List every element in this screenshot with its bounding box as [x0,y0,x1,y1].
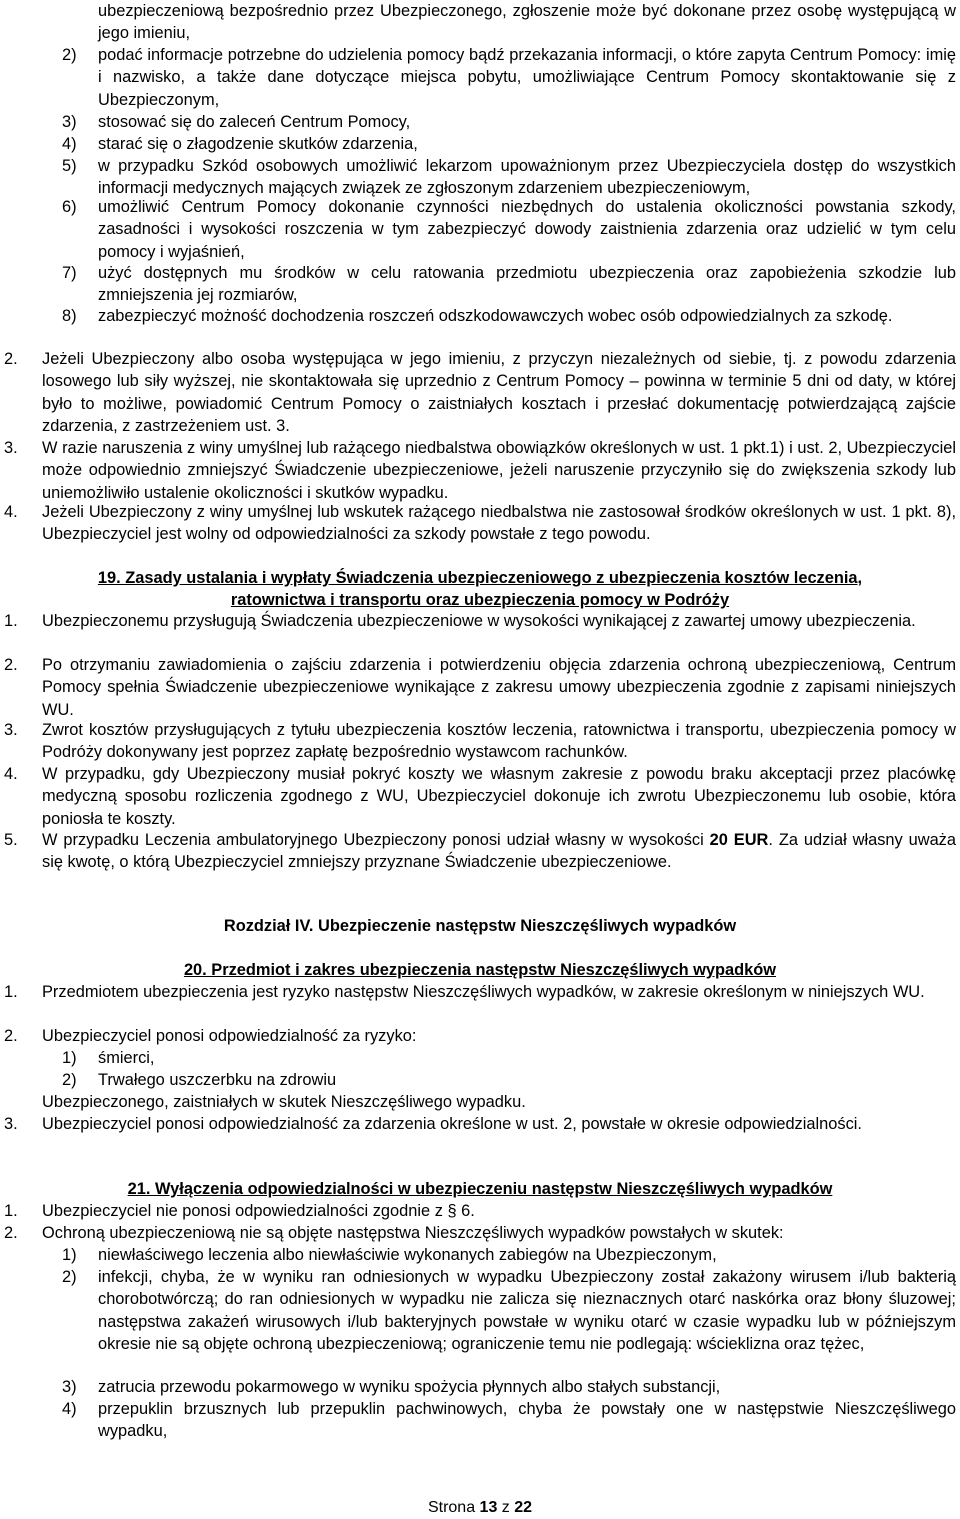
numbered-item [4,348,956,438]
list-item [62,133,956,155]
numbered-item [4,610,956,632]
item-text: Ubezpieczonemu przysługują Świadczenia ubezpieczeniowe w wysokości wynikającej z zawartej umowy ubezpieczenia. [42,612,916,630]
item-text: Ubezpieczyciel nie ponosi odpowiedzialności zgodnie z § 6. [42,1202,475,1220]
list-number: 7) [62,264,77,282]
item-number: 5. [4,831,18,849]
item-text-part: W przypadku Leczenia ambulatoryjnego Ubezpieczony ponosi udział własny w wysokości [42,831,710,849]
section-title: 20. Przedmiot i zakres ubezpieczenia następstw Nieszczęśliwych wypadków [183,961,777,979]
item-number: 2. [4,1027,18,1045]
list-number: 6) [62,198,77,216]
list-text: śmierci, [98,1049,155,1067]
numbered-item [4,1200,956,1222]
list-item [62,1047,956,1069]
list-item [62,305,956,327]
item-number: 4. [4,503,18,521]
list-text: zabezpieczyć możność dochodzenia roszczeń odszkodowawczych wobec osób odpowiedzialnych za szkodę. [98,307,893,325]
numbered-item [4,981,956,1003]
item-tail [42,1091,956,1113]
list-item [62,1266,956,1356]
list-text: podać informacje potrzebne do udzielenia pomocy bądź przekazania informacji, o które zapyta Centrum Pomocy: imię i nazwisko, a także dane dotyczące miejsca pobytu, umożliwiające Centrum Pomocy skontaktowanie się z Ubezpieczonym, [98,46,956,109]
list-number: 2) [62,46,77,64]
list-item [62,196,956,263]
chapter-heading [0,915,960,937]
section-title-line2: ratownictwa i transportu oraz ubezpieczenia pomocy w Podróży [230,591,730,610]
item-text: Jeżeli Ubezpieczony z winy umyślnej lub wskutek rażącego niedbalstwa nie zastosował środków określonych w ust. 1 pkt. 8), Ubezpieczyciel jest wolny od odpowiedzialności za szkody powstałe z tego powodu. [42,503,956,544]
numbered-item [4,1113,956,1135]
list-item [62,111,956,133]
list-text: przepuklin brzusznych lub przepuklin pachwinowych, chyba że powstały one w następstwie Nieszczęśliwego wypadku, [98,1400,956,1441]
item-text-part: . Za udział własny uważa się kwotę, o którą Ubezpieczyciel zmniejszy przyznane Świadczenie ubezpieczeniowe. [42,831,956,872]
item-text: Przedmiotem ubezpieczenia jest ryzyko następstw Nieszczęśliwych wypadków, w zakresie określonym w niniejszych WU. [42,983,925,1001]
numbered-item [4,437,956,504]
section-title-line1: 19. Zasady ustalania i wypłaty Świadczenia ubezpieczeniowego z ubezpieczenia kosztów leczenia, [97,569,863,587]
list-text: w przypadku Szkód osobowych umożliwić lekarzom upoważnionym przez Ubezpieczyciela dostęp do wszystkich informacji medycznych mających związek ze zgłoszonym zdarzeniem ubezpieczeniowym, [98,157,956,198]
list-text: użyć dostępnych mu środków w celu ratowania przedmiotu ubezpieczenia oraz zapobieżenia szkodzie lub zmniejszenia jej rozmiarów, [98,264,956,305]
section-20-heading [0,959,960,981]
item-text: Po otrzymaniu zawiadomienia o zajściu zdarzenia i potwierdzeniu objęcia zdarzenia ochroną ubezpieczeniową, Centrum Pomocy spełnia Świadczenie ubezpieczeniowe wynikające z zakresu umowy ubezpieczenia zgodnie z zapisami niniejszych WU. [42,656,956,719]
list-item [62,1398,956,1443]
list-number: 2) [62,1268,77,1286]
item-text: Ochroną ubezpieczeniową nie są objęte następstwa Nieszczęśliwych wypadków powstałych w skutek: [42,1224,784,1242]
item-number: 3. [4,721,18,739]
item-text: Jeżeli Ubezpieczony albo osoba występująca w jego imieniu, z przyczyn niezależnych od siebie, tj. z powodu zdarzenia losowego lub siły wyższej, nie skontaktowała się uprzednio z Centrum Pomocy – powinna w terminie 5 dni od daty, w której było to możliwe, powiadomić Centrum Pomocy o zaistniałych kosztach i przesłać dokumentację potwierdzającą zajście zdarzenia, z zastrzeżeniem ust. 3. [42,350,956,436]
list-text: niewłaściwego leczenia albo niewłaściwie wykonanych zabiegów na Ubezpieczonym, [98,1246,717,1264]
page-footer [0,1497,960,1519]
page-total: 22 [514,1499,533,1516]
footer-separator: z [497,1499,515,1516]
item-text: Ubezpieczyciel ponosi odpowiedzialność za zdarzenia określone w ust. 2, powstałe w okresie odpowiedzialności. [42,1115,862,1133]
list-item [62,262,956,307]
list-number: 8) [62,307,77,325]
list-number: 4) [62,1400,77,1418]
list-item [62,1069,956,1091]
list-number: 2) [62,1071,77,1089]
paragraph-text: ubezpieczeniową bezpośrednio przez Ubezpieczonego, zgłoszenie może być dokonane przez osobę występującą w jego imieniu, [98,2,956,43]
item-number: 3. [4,439,18,457]
item-number: 2. [4,350,18,368]
list-item [62,155,956,200]
list-number: 3) [62,113,77,131]
item-text: Zwrot kosztów przysługujących z tytułu ubezpieczenia kosztów leczenia, ratownictwa i transportu, ubezpieczenia pomocy w Podróży dokonywany jest poprzez zapłatę bezpośrednio wystawcom rachunków. [42,721,956,762]
page-number: 13 [479,1499,498,1516]
numbered-item [4,829,956,874]
numbered-item [4,501,956,546]
item-text: W razie naruszenia z winy umyślnej lub rażącego niedbalstwa obowiązków określonych w ust. 1 pkt.1) i ust. 2, Ubezpieczyciel może odpowiednio zmniejszyć Świadczenie ubezpieczeniowe, jeżeli naruszenie przyczyniło się do zwiększenia szkody lub uniemożliwiło ustalenie okoliczności i skutków wypadku. [42,439,956,502]
list-text: starać się o złagodzenie skutków zdarzenia, [98,135,418,153]
item-number: 4. [4,765,18,783]
item-number: 2. [4,1224,18,1242]
list-text: stosować się do zaleceń Centrum Pomocy, [98,113,411,131]
list-number: 5) [62,157,77,175]
item-text: W przypadku, gdy Ubezpieczony musiał pokryć koszty we własnym zakresie z powodu braku akceptacji przez placówkę medyczną sposobu rozliczenia zgodnego z WU, Ubezpieczyciel dokonuje ich zwrotu Ubezpieczonemu lub osobie, która poniosła te koszty. [42,765,956,828]
numbered-item [4,654,956,721]
section-21-heading [0,1178,960,1200]
numbered-item [4,763,956,830]
numbered-item [4,1025,956,1047]
footer-prefix: Strona [427,1499,480,1516]
amount-value: 20 EUR [709,831,769,849]
list-number: 1) [62,1049,77,1067]
chapter-title: Rozdział IV. Ubezpieczenie następstw Nieszczęśliwych wypadków [223,917,737,935]
numbered-item [4,1222,956,1244]
list-number: 1) [62,1246,77,1264]
list-item [62,44,956,111]
item-text [42,829,956,874]
item-text: Ubezpieczyciel ponosi odpowiedzialność za ryzyko: [42,1027,417,1045]
list-number: 4) [62,135,77,153]
numbered-item [4,719,956,764]
section-19-heading [0,567,960,612]
list-item [62,1376,956,1398]
item-number: 1. [4,1202,18,1220]
item-text: Ubezpieczonego, zaistniałych w skutek Nieszczęśliwego wypadku. [42,1093,526,1111]
item-number: 2. [4,656,18,674]
list-text: infekcji, chyba, że w wyniku ran odniesionych w wypadku Ubezpieczony został zakażony wirusem i/lub bakterią chorobotwórczą; do ran odniesionych w wypadku nie zalicza się nieznacznych otarć naskórka oraz błony śluzowej; następstwa zakażeń wirusowych i/lub bakteryjnych powstałe w wyniku otarć w czasie wypadku lub w późniejszym okresie nie są objęte ochroną ubezpieczeniową; ograniczenie temu nie podlegają: wścieklizna oraz tężec, [98,1268,956,1354]
item-number: 1. [4,983,18,1001]
paragraph-continuation [98,0,956,45]
list-text: umożliwić Centrum Pomocy dokonanie czynności niezbędnych do ustalenia okoliczności powstania szkody, zasadności i wysokości roszczenia w tym zabezpieczyć dowody zaistnienia zdarzenia oraz udzielić w tym celu pomocy i wyjaśnień, [98,198,956,261]
list-item [62,1244,956,1266]
list-text: zatrucia przewodu pokarmowego w wyniku spożycia płynnych albo stałych substancji, [98,1378,721,1396]
list-number: 3) [62,1378,77,1396]
list-text: Trwałego uszczerbku na zdrowiu [98,1071,337,1089]
item-number: 3. [4,1115,18,1133]
section-title: 21. Wyłączenia odpowiedzialności w ubezpieczeniu następstw Nieszczęśliwych wypadków [127,1180,833,1198]
item-number: 1. [4,612,18,630]
